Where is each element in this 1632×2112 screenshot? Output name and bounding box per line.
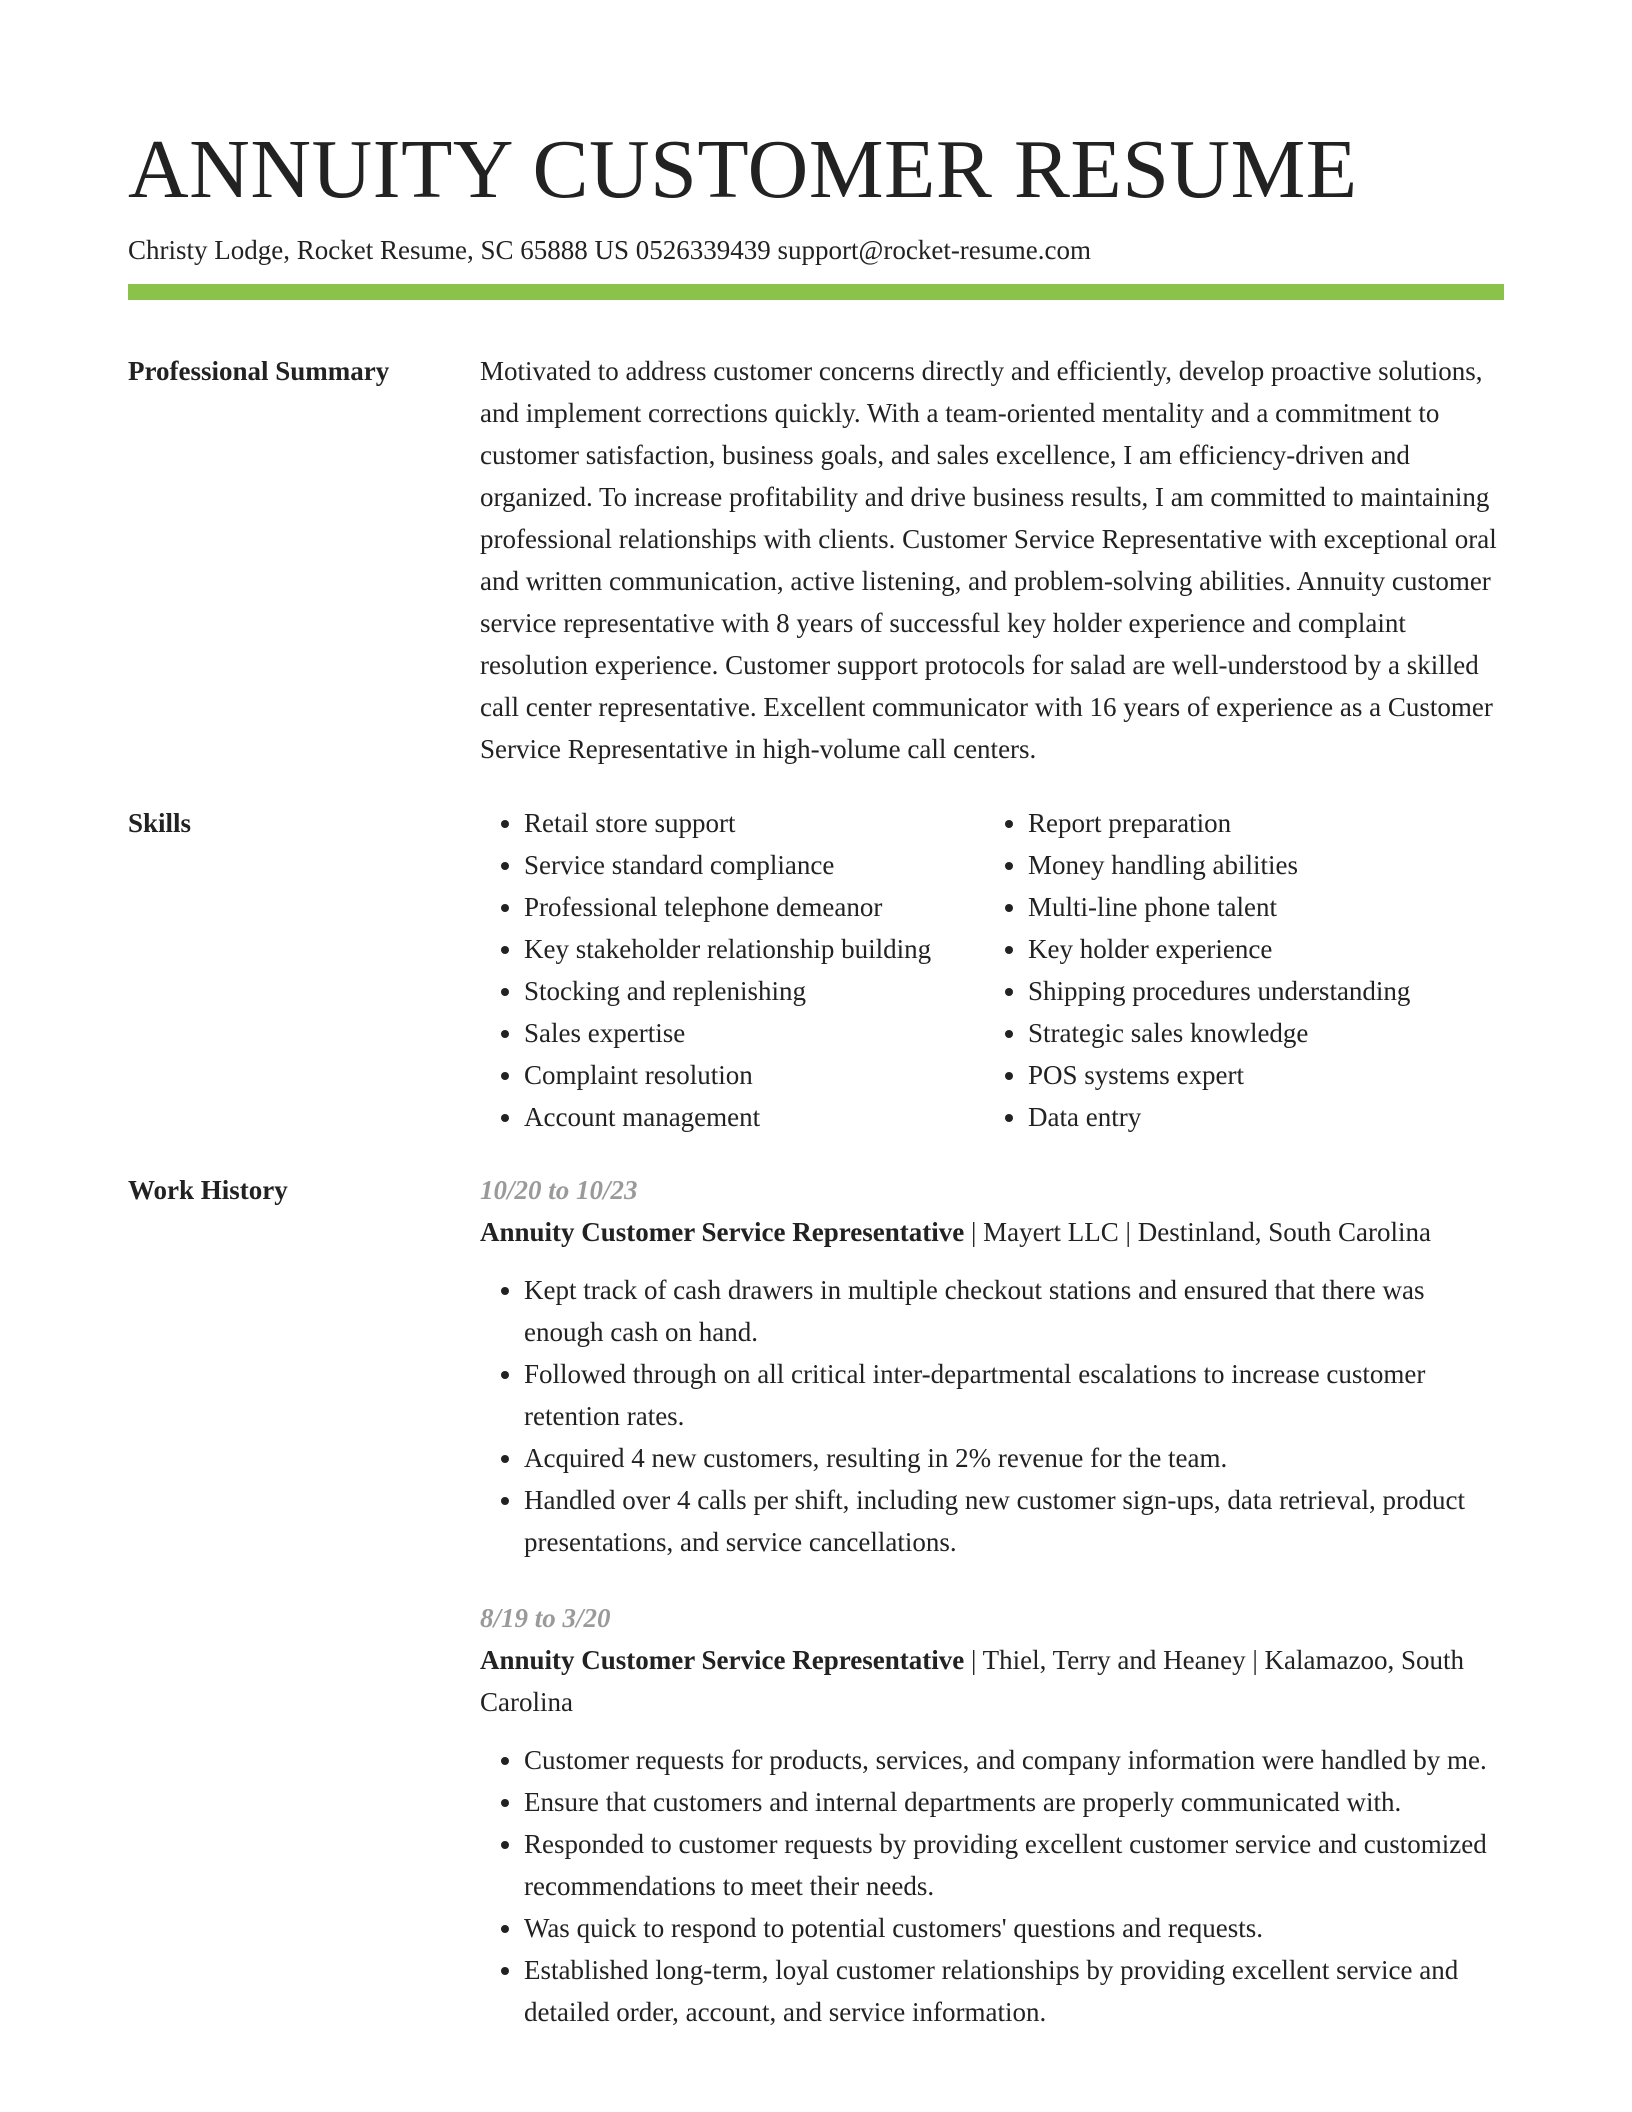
job-bullet: • Kept track of cash drawers in multiple checkout stations and ensured that there was enough cash on hand. — [524, 1269, 1504, 1353]
job-entry — [480, 1169, 1504, 1563]
job-entry — [480, 1597, 1504, 2033]
section-label-work: Work History — [128, 1175, 288, 1205]
resume-title: ANNUITY CUSTOMER RESUME — [128, 123, 1358, 216]
skill-item: • Data entry — [1028, 1096, 1504, 1138]
job-bullet: • Acquired 4 new customers, resulting in 2% revenue for the team. — [524, 1437, 1504, 1479]
job-dates: 10/20 to 10/23 — [480, 1175, 638, 1205]
job-title: Annuity Customer Service Representative — [480, 1645, 965, 1675]
skill-item: • Account management — [524, 1096, 984, 1138]
job-bullet: • Customer requests for products, services, and company information were handled by me. — [524, 1739, 1504, 1781]
skills-section — [128, 802, 1504, 1138]
skill-item: • Key stakeholder relationship building — [524, 928, 984, 970]
skill-item: • Shipping procedures understanding — [1028, 970, 1504, 1012]
summary-body — [480, 350, 1504, 770]
job-bullet: • Followed through on all critical inter-departmental escalations to increase customer retention rates. — [524, 1353, 1504, 1437]
job-dates: 8/19 to 3/20 — [480, 1603, 611, 1633]
job-bullet: • Established long-term, loyal customer relationships by providing excellent service and detailed order, account, and service information. — [524, 1949, 1504, 2033]
skill-item: • Strategic sales knowledge — [1028, 1012, 1504, 1054]
job-heading — [480, 1639, 1504, 1723]
skills-body — [480, 802, 1504, 1138]
skill-item: • Key holder experience — [1028, 928, 1504, 970]
job-bullet: • Was quick to respond to potential customers' questions and requests. — [524, 1907, 1504, 1949]
job-details: | Thiel, Terry and Heaney | Kalamazoo, South Carolina — [480, 1645, 1464, 1717]
skill-item: • Money handling abilities — [1028, 844, 1504, 886]
resume-page — [128, 0, 1504, 2067]
skill-item: • POS systems expert — [1028, 1054, 1504, 1096]
job-bullet: • Handled over 4 calls per shift, including new customer sign-ups, data retrieval, product presentations, and service cancellations. — [524, 1479, 1504, 1563]
job-bullet: • Ensure that customers and internal departments are properly communicated with. — [524, 1781, 1504, 1823]
job-details: | Mayert LLC | Destinland, South Carolina — [964, 1217, 1431, 1247]
skill-item: • Multi-line phone talent — [1028, 886, 1504, 928]
job-bullet: • Responded to customer requests by providing excellent customer service and customized recommendations to meet their needs. — [524, 1823, 1504, 1907]
summary-text: Motivated to address customer concerns directly and efficiently, develop proactive solutions, and implement corrections quickly. With a team-oriented mentality and a commitment to customer satisfaction, business goals, and sales excellence, I am efficiency-driven and organized. To increase profitability and drive business results, I am committed to maintaining professional relationships with clients. Customer Service Representative with exceptional oral and written communication, active listening, and problem-solving abilities. Annuity customer service representative with 8 years of successful key holder experience and complaint resolution experience. Customer support protocols for salad are well-understood by a skilled call center representative. Excellent communicator with 16 years of experience as a Customer Service Representative in high-volume call centers. — [480, 356, 1497, 764]
section-label-skills: Skills — [128, 808, 192, 838]
skill-item: • Complaint resolution — [524, 1054, 984, 1096]
skill-item: • Professional telephone demeanor — [524, 886, 984, 928]
header-divider — [128, 284, 1504, 300]
skill-item: • Stocking and replenishing — [524, 970, 984, 1012]
skill-item: • Service standard compliance — [524, 844, 984, 886]
skills-list-right — [984, 802, 1504, 1138]
skill-item: • Retail store support — [524, 802, 984, 844]
job-bullets — [480, 1269, 1504, 1563]
job-bullets — [480, 1739, 1504, 2033]
job-title: Annuity Customer Service Representative — [480, 1217, 965, 1247]
section-label-summary: Professional Summary — [128, 356, 390, 386]
skills-list-left — [480, 802, 984, 1138]
work-history-body — [480, 1169, 1504, 2067]
summary-section — [128, 350, 1504, 770]
work-history-section — [128, 1169, 1504, 2067]
skill-item: • Sales expertise — [524, 1012, 984, 1054]
skill-item: • Report preparation — [1028, 802, 1504, 844]
contact-line: Christy Lodge, Rocket Resume, SC 65888 US 0526339439 support@rocket-resume.com — [128, 235, 1092, 265]
job-heading — [480, 1211, 1504, 1253]
